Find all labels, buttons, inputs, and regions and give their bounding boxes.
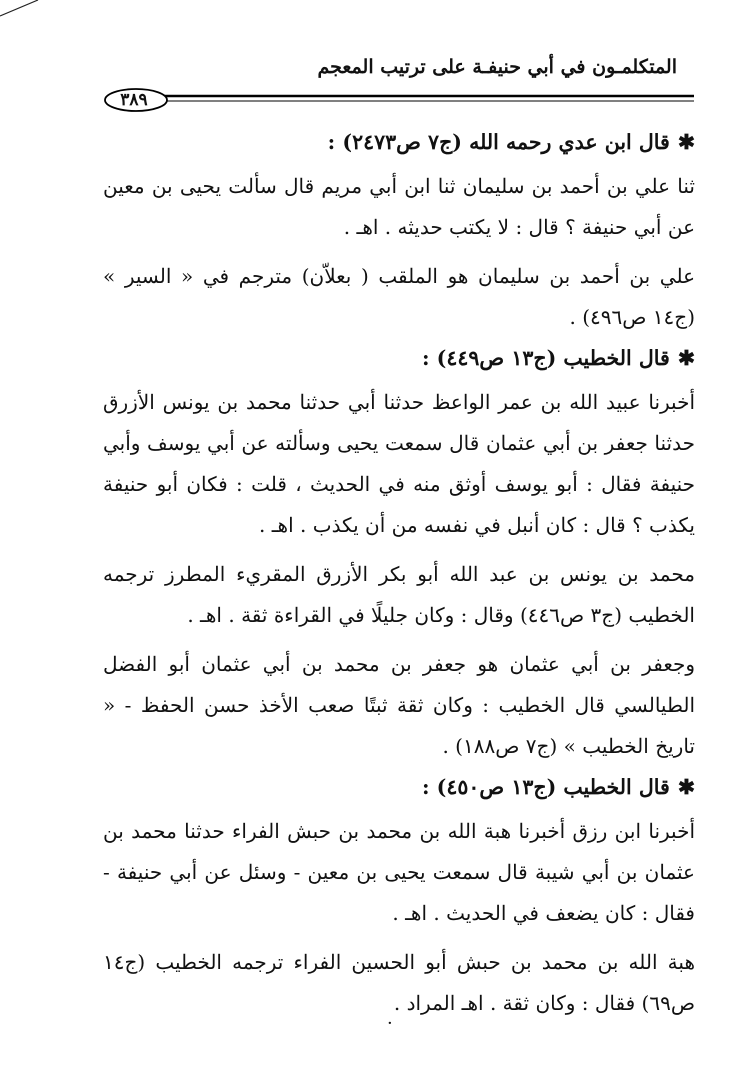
paragraph: محمد بن يونس بن عبد الله أبو بكر الأزرق المقريء المطرز ترجمه الخطيب (ج٣ ص٤٤٦) وقال : وكان جليلًا في القراءة ثقة . اهـ . [103, 562, 695, 627]
paragraph: هبة الله بن محمد بن حبش أبو الحسين الفراء ترجمه الخطيب (ج١٤ ص٦٩) فقال : وكان ثقة . اهـ المراد . [103, 950, 695, 1015]
running-header-title: المتكلمـون في أبي حنيفـة على ترتيب المعجم [317, 56, 677, 78]
section-heading: ✱قال الخطيب (ج١٣ ص٤٤٩) : [421, 346, 695, 370]
paragraph: أخبرنا عبيد الله بن عمر الواعظ حدثنا أبي حدثنا محمد بن يونس الأزرق حدثنا جعفر بن أبي عثمان قال سمعت يحيى وسألته عن أبي يوسف وأبي حنيفة فقال : أبو يوسف أوثق منه في الحديث ، قلت : فكان أبو حنيفة يكذب ؟ قال : كان أنبل في نفسه من أن يكذب . اهـ . [103, 390, 695, 537]
paragraph: علي بن أحمد بن سليمان هو الملقب ( بعلاّن) مترجم في « السير » (ج١٤ ص٤٩٦) . [103, 264, 695, 329]
asterisk-icon: ✱ [677, 346, 695, 370]
header-rule [104, 88, 694, 118]
section-heading: ✱قال الخطيب (ج١٣ ص٤٥٠) : [421, 775, 695, 799]
page-content [103, 120, 695, 1024]
scan-corner-mark [0, 0, 60, 20]
paragraph: وجعفر بن أبي عثمان هو جعفر بن محمد بن أبي عثمان أبو الفضل الطيالسي قال الخطيب : وكان ثقة ثبتًا صعب الأخذ حسن الحفظ - « تاريخ الخطيب » (ج٧ ص١٨٨) . [103, 652, 695, 758]
section-heading: ✱قال ابن عدي رحمه الله (ج٧ ص٢٤٧٣) : [327, 130, 695, 154]
asterisk-icon: ✱ [677, 775, 695, 799]
paragraph: ثنا علي بن أحمد بن سليمان ثنا ابن أبي مريم قال سألت يحيى بن معين عن أبي حنيفة ؟ قال : لا يكتب حديثه . اهـ . [103, 174, 695, 239]
page-number: ٣٨٩ [120, 90, 148, 110]
asterisk-icon: ✱ [677, 130, 695, 154]
scan-speck: · [387, 1013, 393, 1034]
paragraph: أخبرنا ابن رزق أخبرنا هبة الله بن محمد بن حبش الفراء حدثنا محمد بن عثمان بن أبي شيبة قال سمعت يحيى بن معين - وسئل عن أبي حنيفة - فقال : كان يضعف في الحديث . اهـ . [103, 819, 695, 925]
